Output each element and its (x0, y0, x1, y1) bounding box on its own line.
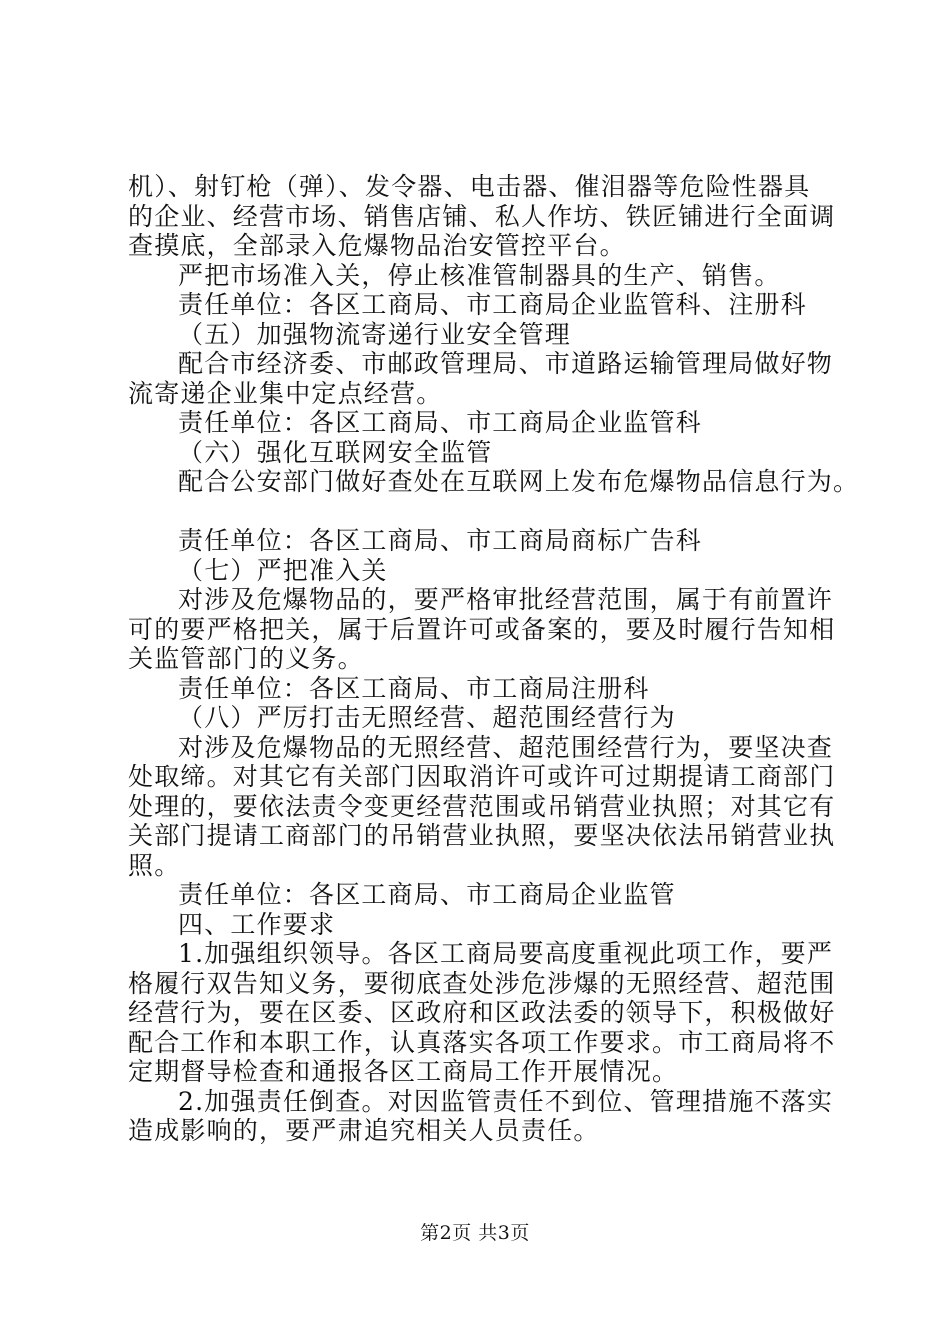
paragraph-line: 2.加强责任倒查。对因监管责任不到位、管理措施不落实 (178, 1086, 834, 1116)
paragraph-line: 责任单位：各区工商局、市工商局注册科 (178, 673, 650, 703)
paragraph-line: 机）、射钉枪（弹）、发令器、电击器、催泪器等危险性器具 (128, 172, 811, 201)
paragraph-line: 处理的，要依法责令变更经营范围或吊销营业执照；对其它有 (128, 791, 836, 821)
paragraph-line: 格履行双告知义务，要彻底查处涉危涉爆的无照经营、超范围 (128, 968, 836, 998)
paragraph-line: 可的要严格把关，属于后置许可或备案的，要及时履行告知相 (128, 614, 836, 644)
paragraph-line: 配合工作和本职工作，认真落实各项工作要求。市工商局将不 (128, 1027, 836, 1057)
paragraph-line: 责任单位：各区工商局、市工商局企业监管科 (178, 408, 703, 437)
paragraph-line: 1.加强组织领导。各区工商局要高度重视此项工作，要严 (178, 939, 834, 968)
paragraph-line: 四、工作要求 (178, 909, 336, 939)
paragraph-line: 严把市场准入关，停止核准管制器具的生产、销售。 (178, 260, 781, 290)
paragraph-line: 对涉及危爆物品的，要严格审批经营范围，属于有前置许 (178, 585, 834, 614)
paragraph-line: 关监管部门的义务。 (128, 644, 364, 673)
paragraph-line: 的企业、经营市场、销售店铺、私人作坊、铁匠铺进行全面调 (128, 201, 836, 231)
paragraph-line: 定期督导检查和通报各区工商局工作开展情况。 (128, 1057, 679, 1086)
paragraph-line: 关部门提请工商部门的吊销营业执照，要坚决依法吊销营业执 (128, 821, 836, 850)
paragraph-line: 处取缔。对其它有关部门因取消许可或许可过期提请工商部门 (128, 762, 836, 791)
paragraph-line: （七）严把准入关 (178, 555, 388, 585)
paragraph-line: 配合市经济委、市邮政管理局、市道路运输管理局做好物 (178, 349, 834, 378)
paragraph-line: （八）严厉打击无照经营、超范围经营行为 (178, 703, 676, 732)
paragraph-line: 查摸底，全部录入危爆物品治安管控平台。 (128, 231, 626, 260)
paragraph-line: 经营行为，要在区委、区政府和区政法委的领导下，积极做好 (128, 998, 836, 1027)
paragraph-line: 责任单位：各区工商局、市工商局企业监管 (178, 880, 676, 909)
paragraph-line: 造成影响的，要严肃追究相关人员责任。 (128, 1116, 600, 1145)
page-number-footer: 第2页 共3页 (420, 1222, 530, 1244)
paragraph-line: 流寄递企业集中定点经营。 (128, 378, 443, 408)
paragraph-line: 照。 (128, 850, 181, 880)
paragraph-line: （六）强化互联网安全监管 (178, 437, 493, 467)
paragraph-line: 配合公安部门做好查处在互联网上发布危爆物品信息行为。 (178, 467, 860, 496)
paragraph-line: （五）加强物流寄递行业安全管理 (178, 319, 572, 349)
paragraph-line: 对涉及危爆物品的无照经营、超范围经营行为，要坚决查 (178, 732, 834, 762)
document-body (128, 172, 860, 1146)
blank-line (128, 497, 840, 527)
paragraph-line: 责任单位：各区工商局、市工商局商标广告科 (178, 526, 703, 555)
paragraph-line: 责任单位：各区工商局、市工商局企业监管科、注册科 (178, 290, 807, 319)
